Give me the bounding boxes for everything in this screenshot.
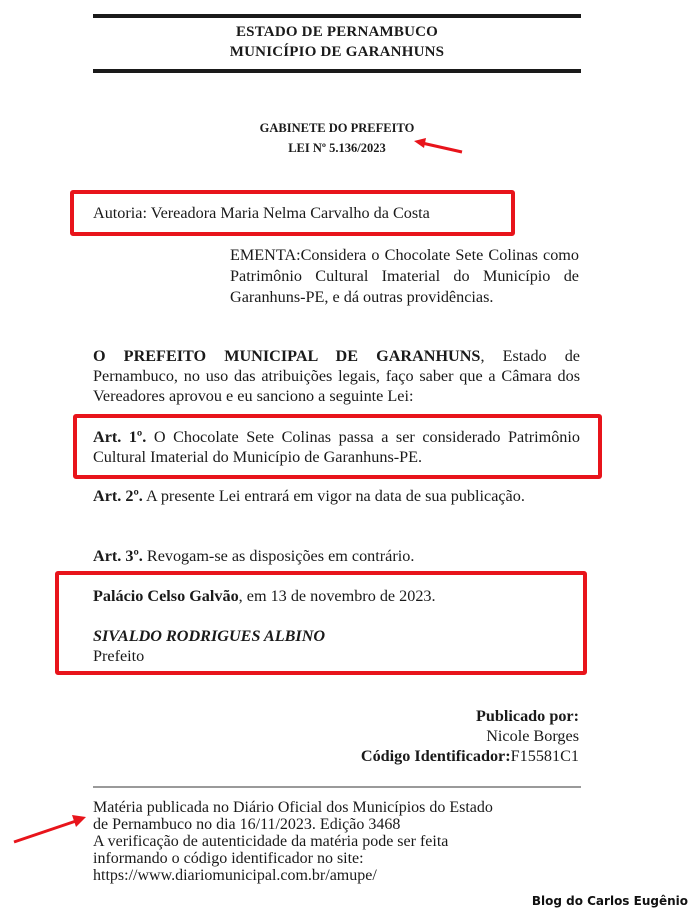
published-by-label: Publicado por: (476, 707, 579, 725)
identifier-value: F15581C1 (510, 747, 579, 765)
preamble-text: , Estado de Pernambuco, no uso das atribuições legais, faço saber que a Câmara dos Vereadores aprovou e eu sanciono a seguinte Lei: (93, 347, 580, 405)
footer-line-1: Matéria publicada no Diário Oficial dos Municípios do Estado (93, 799, 493, 816)
article-1-label: Art. 1º. (93, 428, 147, 446)
footer-line-3: A verificação de autenticidade da matéria pode ser feita (93, 833, 449, 850)
article-2 (93, 486, 580, 506)
header-municipality: MUNICÍPIO DE GARANHUNS (229, 44, 445, 60)
law-number: LEI Nº 5.136/2023 (288, 141, 386, 155)
arrow-footer-icon (10, 812, 90, 848)
signature-date: , em 13 de novembro de 2023. (238, 587, 436, 605)
article-3 (93, 546, 580, 566)
blog-watermark: Blog do Carlos Eugênio (531, 894, 688, 908)
footer-text (93, 799, 573, 884)
preamble-bold: O PREFEITO MUNICIPAL DE GARANHUNS (93, 347, 481, 365)
signature-title: Prefeito (93, 647, 145, 665)
article-3-label: Art. 3º. (93, 547, 143, 565)
footer-line-4: informando o código identificador no site: (93, 850, 364, 867)
autoria: Autoria: Vereadora Maria Nelma Carvalho da Costa (93, 204, 430, 222)
article-1 (93, 427, 580, 467)
footer-divider (93, 786, 581, 788)
signature-name: SIVALDO RODRIGUES ALBINO (93, 627, 326, 645)
top-rule-1 (93, 14, 581, 18)
ementa: EMENTA:Considera o Chocolate Sete Colinas como Patrimônio Cultural Imaterial do Município de Garanhuns-PE, e dá outras providências. (230, 246, 579, 306)
signature-place: Palácio Celso Galvão (93, 587, 239, 605)
top-rule-2 (93, 69, 581, 73)
header-state: ESTADO DE PERNAMBUCO (235, 24, 439, 40)
identifier-code (93, 747, 579, 766)
preamble (93, 346, 580, 406)
footer-line-2: de Pernambuco no dia 16/11/2023. Edição 3468 (93, 816, 401, 833)
signature-place-date (93, 586, 580, 606)
arrow-law-icon (412, 136, 468, 158)
publisher-name: Nicole Borges (486, 727, 579, 745)
article-2-label: Art. 2º. (93, 487, 143, 505)
article-1-text: O Chocolate Sete Colinas passa a ser considerado Patrimônio Cultural Imaterial do Município de Garanhuns-PE. (93, 428, 580, 466)
identifier-label: Código Identificador: (360, 747, 511, 765)
article-3-text: Revogam-se as disposições em contrário. (142, 547, 415, 565)
article-2-text: A presente Lei entrará em vigor na data de sua publicação. (142, 487, 525, 505)
footer-url[interactable]: https://www.diariomunicipal.com.br/amupe/ (93, 867, 377, 884)
gabinete-title: GABINETE DO PREFEITO (259, 121, 415, 135)
